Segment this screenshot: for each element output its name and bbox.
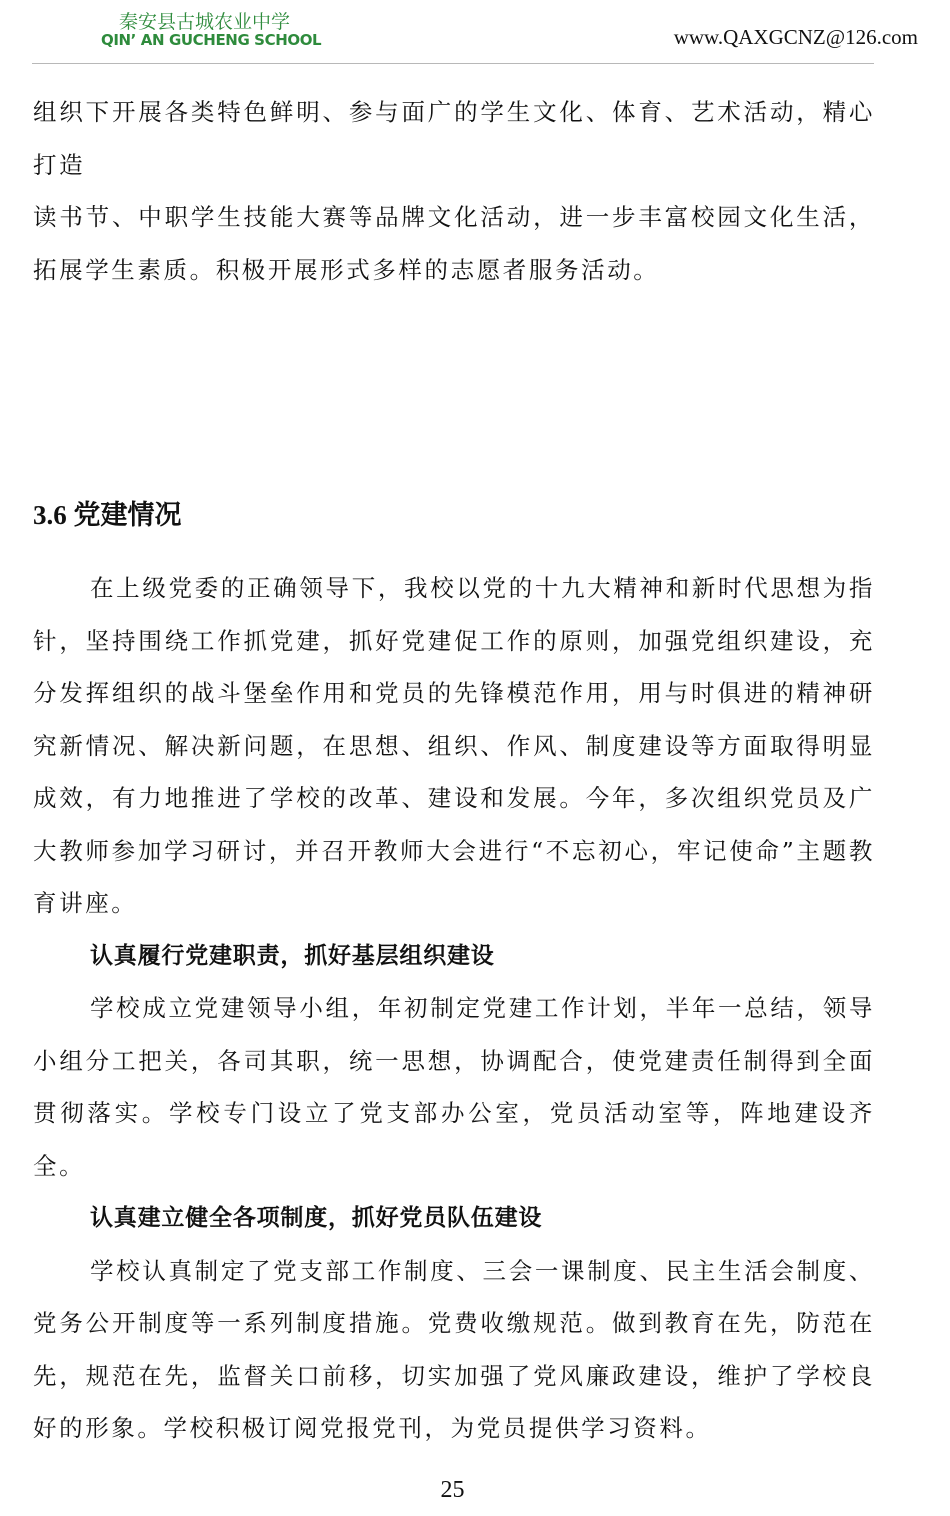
blank-space bbox=[33, 550, 875, 562]
page-number: 25 bbox=[440, 1477, 465, 1503]
subsection-body-1: 学校成立党建领导小组，年初制定党建工作计划，半年一总结，领导小组分工把关，各司其职，统一思想，协调配合，使党建责任制得到全面贯彻落实。学校专门设立了党支部办公室，党员活动室等，阵地建设齐全。 bbox=[33, 994, 875, 1180]
section-title: 3.6 党建情况 bbox=[33, 500, 182, 530]
header-divider bbox=[32, 63, 874, 64]
school-name-english: QIN’ AN GUCHENG SCHOOL bbox=[101, 31, 322, 49]
blank-space bbox=[33, 296, 875, 480]
intro-paragraph-2: 读书节、中职学生技能大赛等品牌文化活动，进一步丰富校园文化生活，拓展学生素质。积极开展形式多样的志愿者服务活动。 bbox=[33, 203, 875, 284]
intro-paragraph-1: 组织下开展各类特色鲜明、参与面广的学生文化、体育、艺术活动，精心打造 bbox=[33, 98, 875, 179]
subsection-body-2: 学校认真制定了党支部工作制度、三会一课制度、民主生活会制度、党务公开制度等一系列制度措施。党费收缴规范。做到教育在先，防范在先，规范在先，监督关口前移，切实加强了党风廉政建设，维护了学校良好的形象。学校积极订阅党报党刊，为党员提供学习资料。 bbox=[33, 1256, 875, 1442]
school-name-chinese: 秦安县古城农业中学 bbox=[119, 12, 291, 33]
page-header bbox=[0, 0, 950, 66]
subsection-heading-1: 认真履行党建职责，抓好基层组织建设 bbox=[90, 942, 495, 969]
section-intro-paragraph: 在上级党委的正确领导下，我校以党的十九大精神和新时代思想为指针，坚持围绕工作抓党建，抓好党建促工作的原则，加强党组织建设，充分发挥组织的战斗堡垒作用和党员的先锋模范作用，用与时俱进的精神研究新情况、解决新问题，在思想、组织、作风、制度建设等方面取得明显成效，有力地推进了学校的改革、建设和发展。今年，多次组织党员及广大教师参加学习研讨，并召开教师大会进行“不忘初心，牢记使命”主题教育讲座。 bbox=[33, 574, 875, 917]
school-website: www.QAXGCNZ@126.com bbox=[673, 25, 918, 49]
document-body bbox=[33, 86, 875, 1455]
subsection-heading-2: 认真建立健全各项制度，抓好党员队伍建设 bbox=[90, 1205, 543, 1231]
